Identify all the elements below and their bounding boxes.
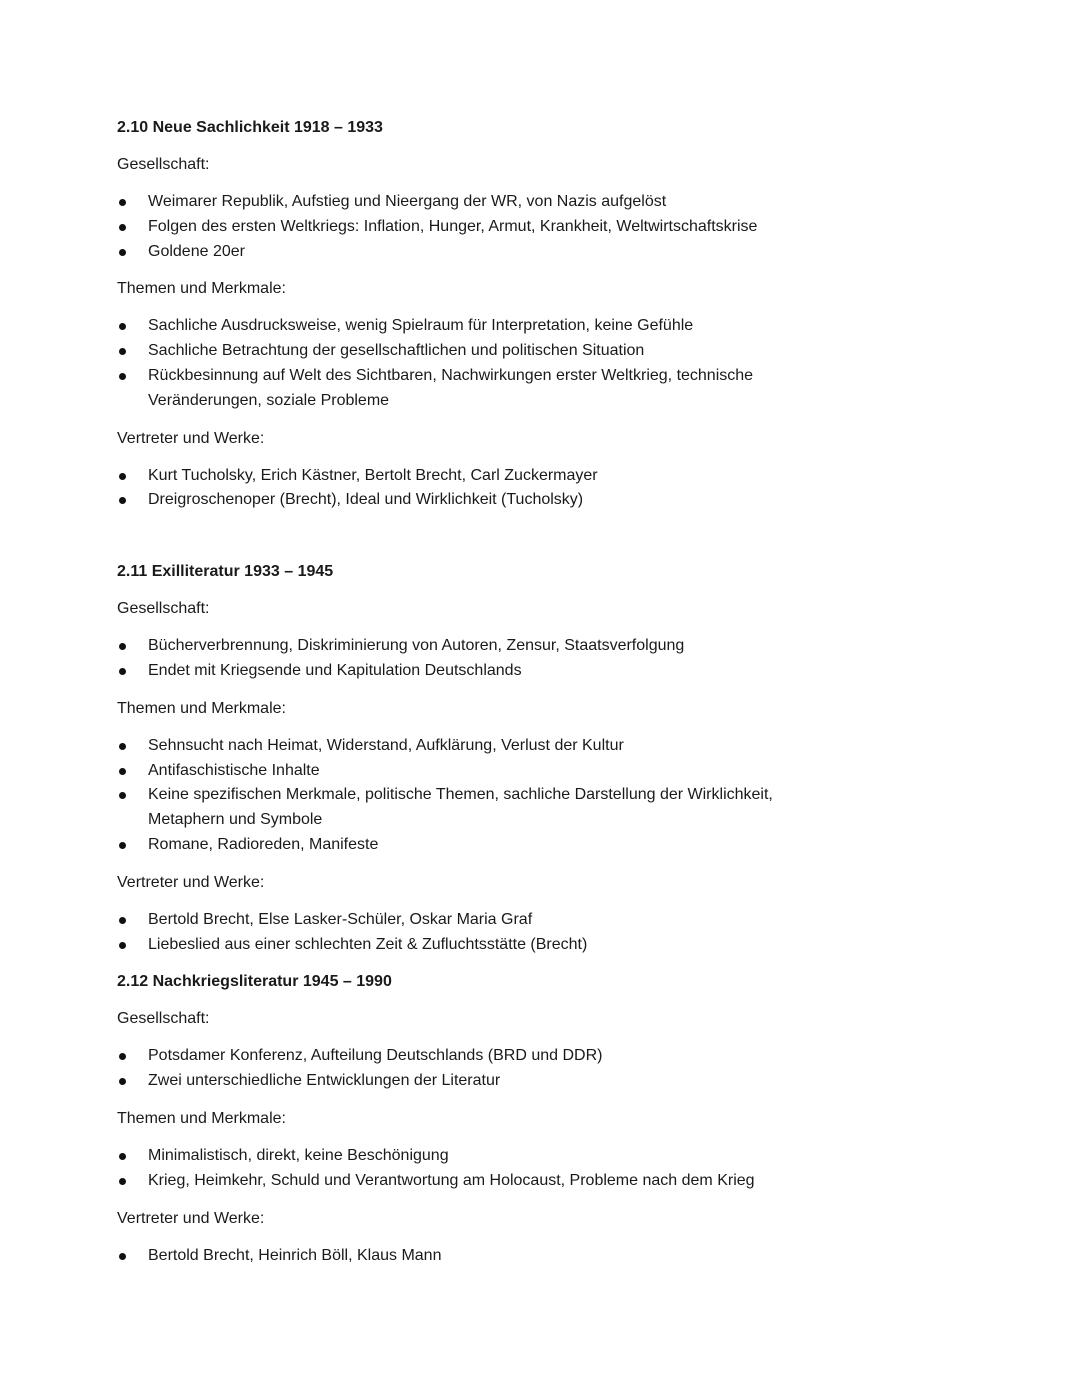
bullet-icon bbox=[119, 1178, 126, 1185]
list-item: Romane, Radioreden, Manifeste bbox=[117, 833, 837, 858]
list-item: Sachliche Ausdrucksweise, wenig Spielraum für Interpretation, keine Gefühle bbox=[117, 314, 837, 339]
bullet-icon bbox=[119, 792, 126, 799]
bullet-list bbox=[117, 908, 837, 958]
group-label-vertreter: Vertreter und Werke: bbox=[117, 1209, 265, 1227]
bullet-icon bbox=[119, 1253, 126, 1260]
bullet-icon bbox=[119, 643, 126, 650]
list-item: Endet mit Kriegsende und Kapitulation Deutschlands bbox=[117, 659, 837, 684]
bullet-list bbox=[117, 190, 837, 264]
bullet-icon bbox=[119, 199, 126, 206]
group-label-gesellschaft: Gesellschaft: bbox=[117, 156, 210, 173]
bullet-icon bbox=[119, 224, 126, 231]
list-item: Antifaschistische Inhalte bbox=[117, 759, 837, 784]
group-label-vertreter: Vertreter und Werke: bbox=[117, 429, 265, 447]
section-exilliteratur bbox=[117, 560, 837, 957]
bullet-list bbox=[117, 634, 837, 684]
bullet-icon bbox=[119, 1053, 126, 1060]
list-item: Dreigroschenoper (Brecht), Ideal und Wirklichkeit (Tucholsky) bbox=[117, 488, 837, 513]
bullet-icon bbox=[119, 323, 126, 330]
group-label-themen: Themen und Merkmale: bbox=[117, 280, 286, 298]
bullet-list bbox=[117, 1144, 837, 1194]
list-item: Krieg, Heimkehr, Schuld und Verantwortung am Holocaust, Probleme nach dem Krieg bbox=[117, 1169, 837, 1194]
list-item: Bücherverbrennung, Diskriminierung von Autoren, Zensur, Staatsverfolgung bbox=[117, 634, 837, 659]
bullet-list bbox=[117, 314, 837, 413]
bullet-list bbox=[117, 734, 837, 858]
group-label-gesellschaft: Gesellschaft: bbox=[117, 1010, 210, 1028]
group-label-gesellschaft: Gesellschaft: bbox=[117, 600, 210, 618]
bullet-icon bbox=[119, 1078, 126, 1085]
section-title: 2.10 Neue Sachlichkeit 1918 – 1933 bbox=[117, 119, 383, 136]
bullet-icon bbox=[119, 1153, 126, 1160]
bullet-icon bbox=[119, 497, 126, 504]
bullet-icon bbox=[119, 917, 126, 924]
bullet-icon bbox=[119, 249, 126, 256]
list-item: Sehnsucht nach Heimat, Widerstand, Aufklärung, Verlust der Kultur bbox=[117, 734, 837, 759]
list-item: Potsdamer Konferenz, Aufteilung Deutschlands (BRD und DDR) bbox=[117, 1044, 837, 1069]
bullet-icon bbox=[119, 348, 126, 355]
list-item: Goldene 20er bbox=[117, 240, 837, 265]
section-title: 2.12 Nachkriegsliteratur 1945 – 1990 bbox=[117, 973, 392, 991]
bullet-icon bbox=[119, 373, 126, 380]
list-item: Liebeslied aus einer schlechten Zeit & Zufluchtsstätte (Brecht) bbox=[117, 933, 837, 958]
list-item: Weimarer Republik, Aufstieg und Nieergang der WR, von Nazis aufgelöst bbox=[117, 190, 837, 215]
list-item: Minimalistisch, direkt, keine Beschönigung bbox=[117, 1144, 837, 1169]
list-item: Zwei unterschiedliche Entwicklungen der Literatur bbox=[117, 1069, 837, 1094]
group-label-vertreter: Vertreter und Werke: bbox=[117, 873, 265, 891]
list-item: Sachliche Betrachtung der gesellschaftlichen und politischen Situation bbox=[117, 339, 837, 364]
bullet-list bbox=[117, 1244, 837, 1269]
list-item: Keine spezifischen Merkmale, politische Themen, sachliche Darstellung der Wirklichkeit, Metaphern und Symbole bbox=[117, 783, 837, 833]
list-item: Rückbesinnung auf Welt des Sichtbaren, Nachwirkungen erster Weltkrieg, technische Veränderungen, soziale Probleme bbox=[117, 364, 837, 414]
group-label-themen: Themen und Merkmale: bbox=[117, 1109, 286, 1127]
bullet-icon bbox=[119, 768, 126, 775]
section-title: 2.11 Exilliteratur 1933 – 1945 bbox=[117, 563, 334, 581]
bullet-icon bbox=[119, 668, 126, 675]
list-item: Folgen des ersten Weltkriegs: Inflation, Hunger, Armut, Krankheit, Weltwirtschaftskrise bbox=[117, 215, 837, 240]
bullet-icon bbox=[119, 842, 126, 849]
bullet-icon bbox=[119, 743, 126, 750]
bullet-icon bbox=[119, 942, 126, 949]
document-page bbox=[117, 116, 837, 1268]
list-item: Kurt Tucholsky, Erich Kästner, Bertolt Brecht, Carl Zuckermayer bbox=[117, 464, 837, 489]
list-item: Bertold Brecht, Else Lasker-Schüler, Oskar Maria Graf bbox=[117, 908, 837, 933]
list-item: Bertold Brecht, Heinrich Böll, Klaus Mann bbox=[117, 1244, 837, 1269]
section-neue-sachlichkeit bbox=[117, 116, 837, 513]
group-label-themen: Themen und Merkmale: bbox=[117, 699, 286, 717]
bullet-icon bbox=[119, 473, 126, 480]
bullet-list bbox=[117, 1044, 837, 1094]
section-nachkriegsliteratur bbox=[117, 970, 837, 1268]
bullet-list bbox=[117, 464, 837, 514]
